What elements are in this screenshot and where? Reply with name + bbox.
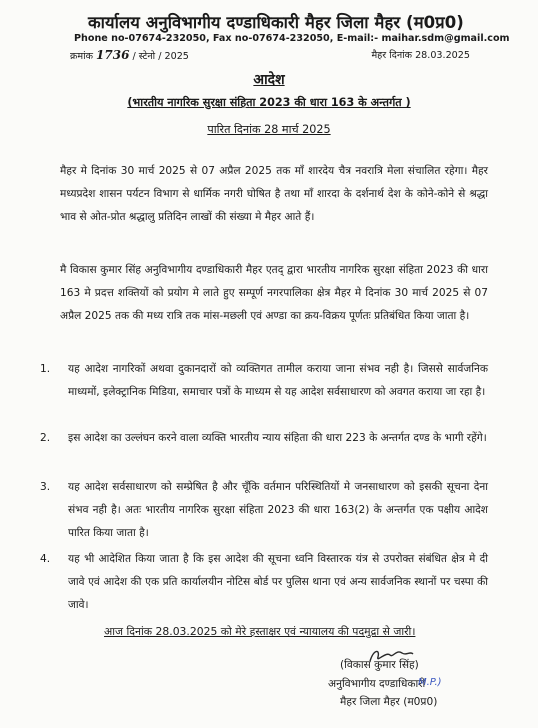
list-item-text: इस आदेश का उल्लंघन करने वाला व्यक्ति भारतीय न्याय संहिता की धारा 223 के अन्तर्गत दण्ड के भागी रहेंगे।	[68, 432, 487, 444]
contact-line: Phone no-07674-232050, Fax no-07674-232050, E-mail:- maihar.sdm@gmail.com	[74, 33, 510, 44]
order-title: आदेश	[253, 72, 285, 88]
reference-number: 1736	[96, 48, 130, 62]
list-item-number: 3.	[40, 481, 51, 493]
list-item	[40, 548, 488, 617]
order-subtitle: (भारतीय नागरिक सुरक्षा संहिता 2023 की धारा 163 के अन्तर्गत )	[127, 96, 411, 109]
header-date-value: 28.03.2025	[415, 50, 470, 61]
reference-prefix: क्रमांक	[70, 51, 93, 62]
list-item-text: यह आदेश सर्वसाधारण को सम्प्रेषित है और चूँकि वर्तमान परिस्थितियों मे जनसाधारण को इसकी सूचना देना संभव नही है। अतः भारतीय नागरिक सुरक्षा संहिता 2023 की धारा 163(2) के अन्तर्गत एक पक्षीय आदेश पारित किया जाता है।	[68, 481, 488, 539]
list-item-number: 1.	[40, 363, 51, 375]
signatory-role: अनुविभागीय दण्डाधिकारी	[328, 678, 426, 690]
seal-stamp-text: M.P.)	[418, 677, 442, 688]
list-item	[40, 476, 488, 545]
list-item	[40, 427, 488, 450]
paragraph-prohibition-order: मै विकास कुमार सिंह अनुविभागीय दण्डाधिकारी मैहर एतद् द्वारा भारतीय नागरिक सुरक्षा संहिता 2023 की धारा 163 मे प्रदत्त शक्तियों को प्रयोग मे लाते हुए सम्पूर्ण नगरपालिका क्षेत्र मैहर मे दिनांक 30 मार्च 2025 से 07 अप्रैल 2025 तक की मध्य रात्रि तक मांस-मछली एवं अण्डा का क्रय-विक्रय पूर्णतः प्रतिबंधित किया जाता है।	[60, 264, 488, 322]
paragraph-fair-notice: मैहर मे दिनांक 30 मार्च 2025 से 07 अप्रैल 2025 तक माँ शारदेय चैत्र नवरात्रि मेला संचालित रहेगा। मैहर मध्यप्रदेश शासन पर्यटन विभाग से धार्मिक नगरी घोषित है तथा माँ शारदा के दर्शनार्थ देश के कोने-कोने से श्रद्धा भाव से ओत-प्रोत श्रद्धालु प्रतिदिन लाखों की संख्या मे मैहर आते हैं।	[60, 165, 488, 223]
header-date-group	[371, 48, 470, 61]
list-item-text: यह आदेश नागरिकों अथवा दुकानदारों को व्यक्तिगत तामील कराया जाना संभव नही है। जिससे सार्वजनिक माध्यमों, इलेक्ट्रानिक मिडिया, समाचार पत्रों के माध्यम से यह आदेश सर्वसाधारण को अवगत कराया जा रहा है।	[68, 363, 488, 398]
issue-line: आज दिनांक 28.03.2025 को मेरे हस्ताक्षर एवं न्यायालय की पदमुद्रा से जारी।	[104, 625, 416, 638]
list-item-number: 2.	[40, 432, 51, 444]
list-item	[40, 358, 488, 404]
header-date-label: मैहर दिनांक	[371, 50, 412, 61]
signatory-name: (विकास कुमार सिंह)	[340, 659, 419, 671]
reference-suffix: / स्टेनो / 2025	[132, 51, 189, 62]
list-item-number: 4.	[40, 553, 51, 565]
signatory-place: मैहर जिला मैहर (म0प्र0)	[340, 696, 438, 708]
order-passed-date: पारित दिनांक 28 मार्च 2025	[207, 123, 331, 136]
office-title: कार्यालय अनुविभागीय दण्डाधिकारी मैहर जिला मैहर (म0प्र0)	[88, 13, 464, 32]
reference-number-group	[70, 48, 189, 62]
list-item-text: यह भी आदेशित किया जाता है कि इस आदेश की सूचना ध्वनि विस्तारक यंत्र से उपरोक्त संबंधित क्षेत्र मे दी जावे एवं आदेश की एक प्रति कार्यालयीन नोटिस बोर्ड पर पुलिस थाना एवं अन्य सार्वजनिक स्थानों पर चस्पा की जावे।	[68, 553, 488, 611]
